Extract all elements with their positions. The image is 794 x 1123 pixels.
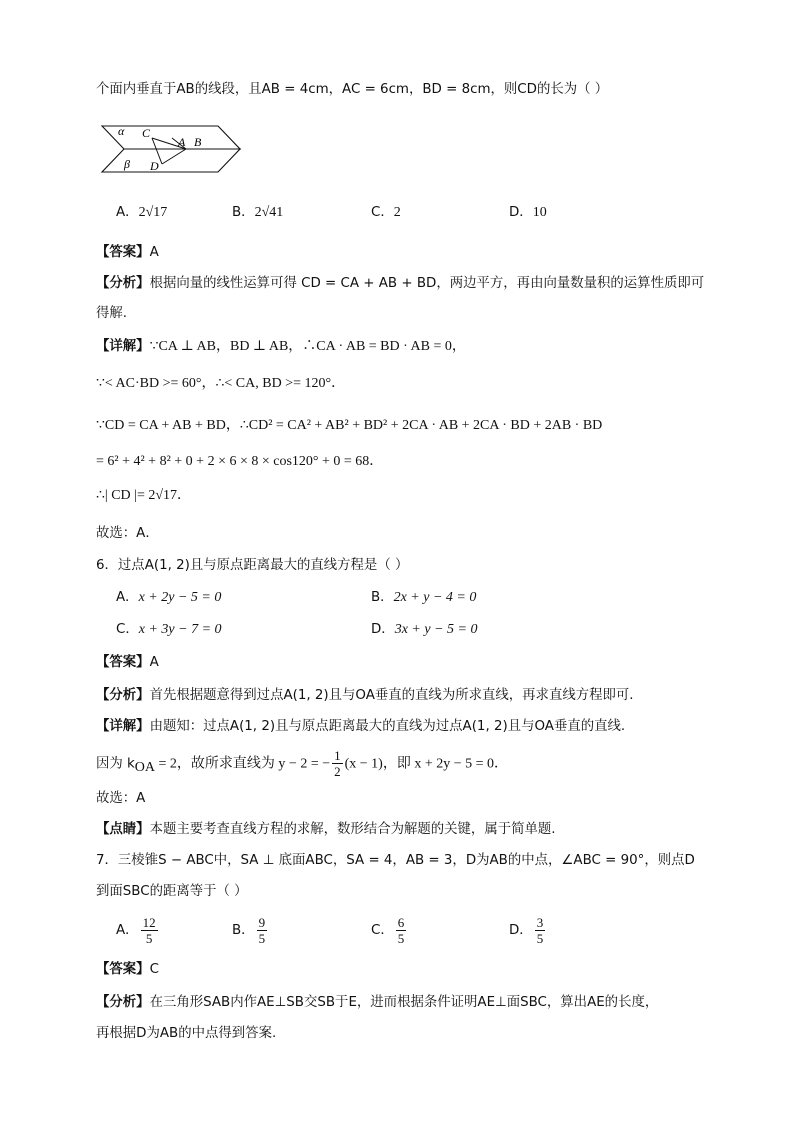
q7-option-c[interactable]: C． $\frac{6}{5}$ [371,914,405,946]
q5-option-a[interactable]: A．2√17 [116,205,168,220]
q6-fraction: $\frac{1}{2}$ [334,748,341,779]
q5-option-c[interactable]: C．2 [371,205,401,220]
q7-stem-1: 7．三棱锥S − ABC中，SA ⊥ 底面ABC，SA = 4，AB = 3，D为AB的中点，∠ABC = 90°，则点D [96,853,695,868]
q7-option-d[interactable]: D． $\frac{3}{5}$ [509,914,544,946]
q5-detail-2: ∵< AC·BD >= 60°，∴< CA, BD >= 120°． [96,376,346,391]
q5-analysis-2: 得解. [96,306,128,321]
q7-option-a[interactable]: A． $\frac{12}{5}$ [116,914,156,946]
q6-option-a[interactable]: A．x + 2y − 5 = 0 [116,590,222,605]
q5-option-d[interactable]: D．10 [509,205,547,220]
q5-stem: 个面内垂直于AB的线段，且AB = 4cm，AC = 6cm，BD = 8cm，则CD的长为（ ） [96,82,609,97]
q5-detail-5: ∴| CD |= 2√17． [96,488,192,503]
q6-detail-1: 【详解】由题知：过点A(1, 2)且与原点距离最大的直线为过点A(1, 2)且与OA垂直的直线. [96,719,626,734]
label-alpha: α [118,124,125,138]
q6-detail-2: 因为 $k_{OA} = 2$，故所求直线为 y − 2 = − $\frac{1}{2}$ (x − 1)，即 x + 2y − 5 = 0． [96,748,509,779]
q7-analysis-1: 【分析】在三角形SAB内作AE⊥SB交SB于E，进而根据条件证明AE⊥面SBC，算出AE的长度， [96,995,659,1010]
label-B: B [194,135,202,149]
q5-detail-4: = 6² + 4² + 8² + 0 + 2 × 6 × 8 × cos120° + 0 = 68． [96,454,384,469]
q6-stem: 6．过点A(1, 2)且与原点距离最大的直线方程是（ ） [96,558,409,573]
label-D: D [150,159,159,173]
q6-analysis: 【分析】首先根据题意得到过点A(1, 2)且与OA垂直的直线为所求直线，再求直线方程即可. [96,688,634,703]
q5-detail-1: 【详解】∵CA ⊥ AB，BD ⊥ AB，∴CA · AB = BD · AB = 0， [96,339,466,354]
q5-choose: 故选：A． [96,526,159,541]
q5-answer: 【答案】A [96,245,159,260]
q5-option-b[interactable]: B．2√41 [232,205,284,220]
q7-option-b[interactable]: B． $\frac{9}{5}$ [232,914,266,946]
label-beta: β [124,157,130,171]
q5-analysis-1: 【分析】根据向量的线性运算可得 CD = CA + AB + BD，两边平方，再由向量数量积的运算性质即可 [96,276,705,291]
label-A: A [178,135,186,149]
q7-analysis-2: 再根据D为AB的中点得到答案. [96,1026,277,1041]
q6-comment: 【点睛】本题主要考查直线方程的求解，数形结合为解题的关键，属于简单题. [96,822,556,837]
q5-detail-3: ∵CD = CA + AB + BD，∴CD² = CA² + AB² + BD² + 2CA · AB + 2CA · BD + 2AB · BD [96,418,603,433]
q6-option-b[interactable]: B．2x + y − 4 = 0 [371,590,477,605]
label-C: C [142,126,151,140]
q7-answer: 【答案】C [96,962,159,977]
q5-figure [100,118,250,176]
q6-option-c[interactable]: C．x + 3y − 7 = 0 [116,622,222,637]
q6-choose: 故选：A [96,791,146,806]
q6-option-d[interactable]: D．3x + y − 5 = 0 [371,622,478,637]
q7-stem-2: 到面SBC的距离等于（ ） [96,884,248,899]
q6-answer: 【答案】A [96,655,159,670]
